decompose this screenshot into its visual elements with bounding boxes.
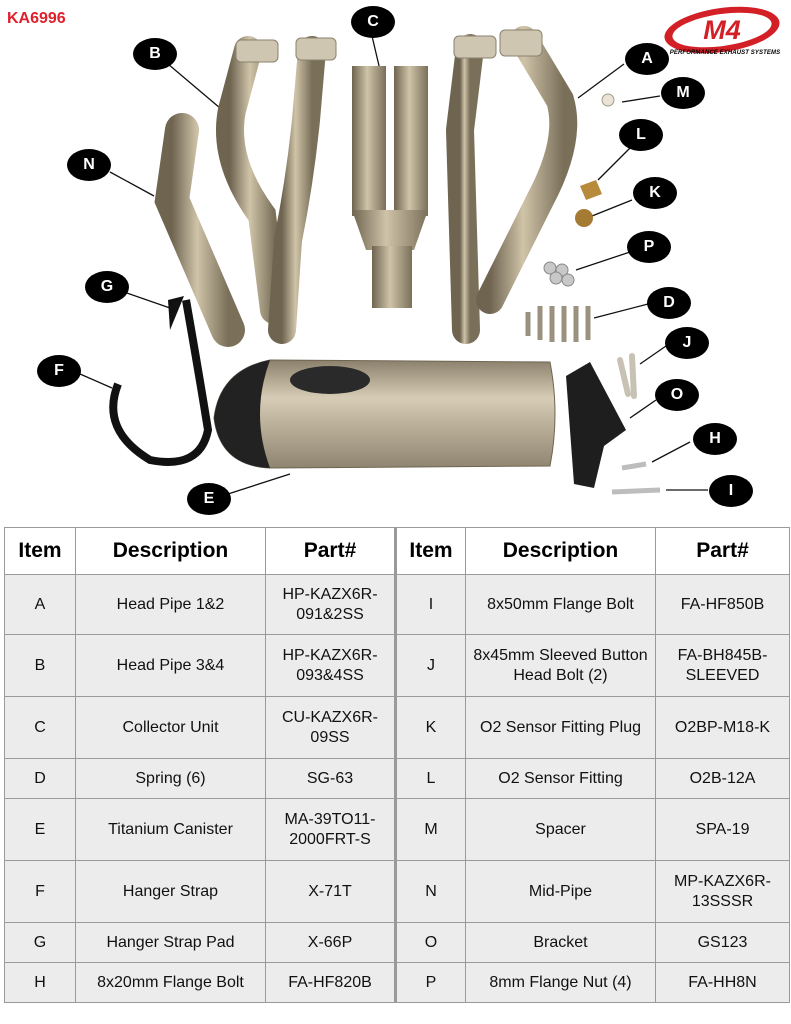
table-row — [5, 575, 790, 635]
cell-part-number: FA-HH8N — [656, 963, 790, 1003]
callout-g: G — [84, 270, 130, 304]
header-description: Description — [76, 528, 266, 575]
cell-part-number: FA-HF850B — [656, 575, 790, 635]
callout-f: F — [36, 354, 82, 388]
hanger-strap-pad — [168, 296, 184, 330]
bolt-h-part — [622, 464, 646, 468]
cell-description: 8x20mm Flange Bolt — [76, 963, 266, 1003]
cell-description: 8mm Flange Nut (4) — [466, 963, 656, 1003]
kit-number: KA6996 — [7, 10, 66, 27]
cell-item: G — [5, 923, 76, 963]
cell-item: K — [396, 697, 466, 759]
cell-item: D — [5, 759, 76, 799]
callout-d: D — [646, 286, 692, 320]
cell-item: E — [5, 799, 76, 861]
header-part-number: Part# — [656, 528, 790, 575]
table-row — [5, 963, 790, 1003]
header-description: Description — [466, 528, 656, 575]
cell-item: O — [396, 923, 466, 963]
table-row — [5, 759, 790, 799]
callout-j: J — [664, 326, 710, 360]
table-row — [5, 923, 790, 963]
cell-item: I — [396, 575, 466, 635]
cell-item: N — [396, 861, 466, 923]
cell-part-number: HP-KAZX6R-091&2SS — [266, 575, 396, 635]
cell-item: C — [5, 697, 76, 759]
cell-item: J — [396, 635, 466, 697]
callout-o: O — [654, 378, 700, 412]
logo-mark: M4 — [703, 15, 741, 45]
header-item: Item — [396, 528, 466, 575]
cell-description: Head Pipe 3&4 — [76, 635, 266, 697]
cell-item: B — [5, 635, 76, 697]
header-part-number: Part# — [266, 528, 396, 575]
cell-description: Spacer — [466, 799, 656, 861]
cell-part-number: FA-HF820B — [266, 963, 396, 1003]
cell-description: Mid-Pipe — [466, 861, 656, 923]
cell-part-number: SPA-19 — [656, 799, 790, 861]
callout-h: H — [692, 422, 738, 456]
cell-description: Head Pipe 1&2 — [76, 575, 266, 635]
logo-tagline: PERFORMANCE EXHAUST SYSTEMS — [669, 50, 781, 56]
cell-part-number: MP-KAZX6R-13SSSR — [656, 861, 790, 923]
bolt-i-part — [612, 490, 660, 492]
table-header-row — [5, 528, 790, 575]
cell-description: O2 Sensor Fitting — [466, 759, 656, 799]
cell-item: M — [396, 799, 466, 861]
parts-table — [4, 527, 790, 1003]
callout-n: N — [66, 148, 112, 182]
cell-description: Spring (6) — [76, 759, 266, 799]
bracket-part — [566, 362, 626, 488]
callout-k: K — [632, 176, 678, 210]
callout-a: A — [624, 42, 670, 76]
springs — [528, 306, 588, 342]
cell-description: 8x50mm Flange Bolt — [466, 575, 656, 635]
cell-item: L — [396, 759, 466, 799]
callout-c: C — [350, 5, 396, 39]
cell-part-number: O2B-12A — [656, 759, 790, 799]
cell-part-number: FA-BH845B-SLEEVED — [656, 635, 790, 697]
callout-b: B — [132, 37, 178, 71]
sleeved-bolts — [620, 356, 634, 396]
cell-description: 8x45mm Sleeved Button Head Bolt (2) — [466, 635, 656, 697]
callout-p: P — [626, 230, 672, 264]
table-row — [5, 799, 790, 861]
cell-item: A — [5, 575, 76, 635]
cell-item: F — [5, 861, 76, 923]
cell-part-number: O2BP-M18-K — [656, 697, 790, 759]
titanium-canister — [214, 360, 555, 468]
cell-description: Bracket — [466, 923, 656, 963]
cell-part-number: X-71T — [266, 861, 396, 923]
cell-part-number: GS123 — [656, 923, 790, 963]
cell-part-number: CU-KAZX6R-09SS — [266, 697, 396, 759]
flange-2 — [296, 38, 336, 60]
flange-nuts — [544, 262, 574, 286]
header-item: Item — [5, 528, 76, 575]
flange-3 — [454, 36, 496, 58]
o2-fitting-part — [580, 180, 602, 200]
callout-m: M — [660, 76, 706, 110]
callout-e: E — [186, 482, 232, 516]
spacer-part — [602, 94, 614, 106]
callout-l: L — [618, 118, 664, 152]
cell-part-number: X-66P — [266, 923, 396, 963]
cell-part-number: MA-39TO11-2000FRT-S — [266, 799, 396, 861]
cell-part-number: HP-KAZX6R-093&4SS — [266, 635, 396, 697]
o2-plug-part — [575, 209, 593, 227]
cell-description: O2 Sensor Fitting Plug — [466, 697, 656, 759]
table-row — [5, 697, 790, 759]
cell-item: H — [5, 963, 76, 1003]
cell-part-number: SG-63 — [266, 759, 396, 799]
table-row — [5, 635, 790, 697]
cell-description: Titanium Canister — [76, 799, 266, 861]
cell-description: Hanger Strap — [76, 861, 266, 923]
cell-description: Collector Unit — [76, 697, 266, 759]
flange-1 — [236, 40, 278, 62]
cell-description: Hanger Strap Pad — [76, 923, 266, 963]
hanger-strap — [113, 300, 208, 462]
callout-i: I — [708, 474, 754, 508]
cell-item: P — [396, 963, 466, 1003]
flange-4 — [500, 30, 542, 56]
table-row — [5, 861, 790, 923]
collector-unit — [352, 66, 428, 308]
canister-badge — [290, 366, 370, 394]
